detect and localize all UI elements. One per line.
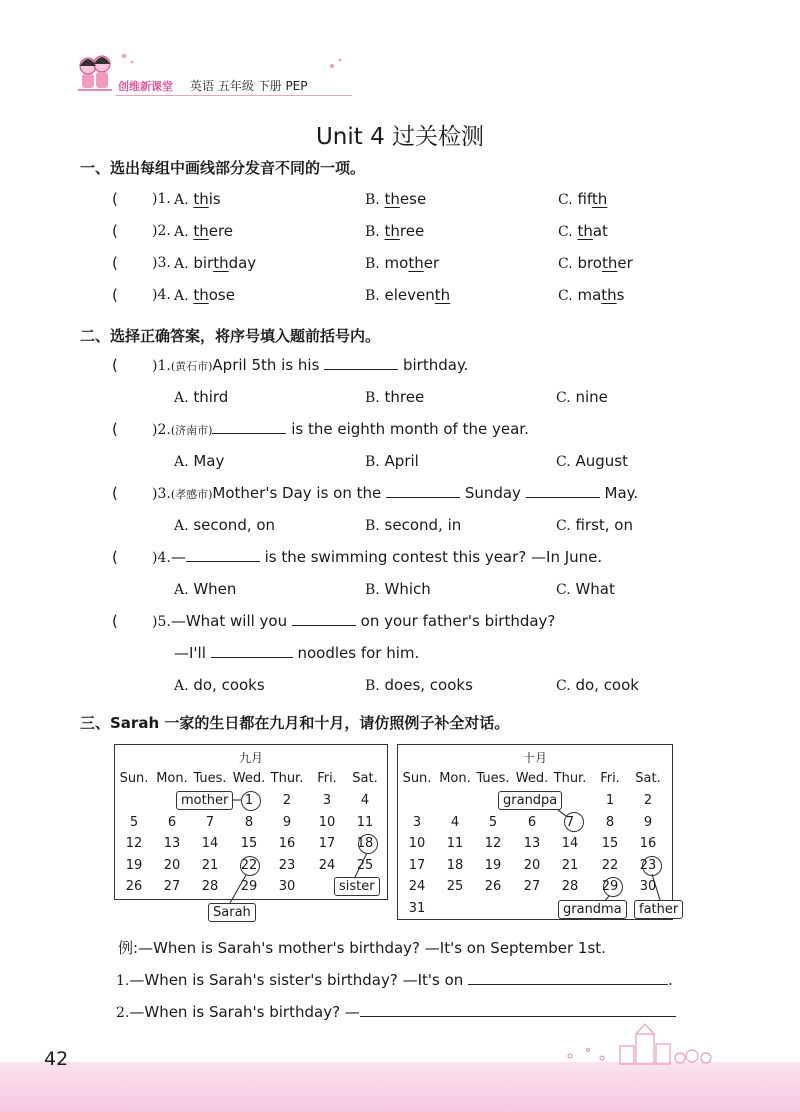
option-b[interactable]: B. eleventh — [365, 286, 451, 304]
option-c[interactable]: C. nine — [556, 388, 608, 406]
underlined-letters: th — [434, 286, 451, 304]
castle-decoration-icon — [540, 1020, 740, 1070]
weekday-header: Sat. — [352, 771, 378, 786]
calendar-day: 2 — [282, 793, 292, 808]
answer-bracket[interactable]: ( — [112, 548, 118, 566]
calendar-day: 29 — [240, 879, 258, 895]
option-b[interactable]: B. three — [365, 388, 425, 406]
calendar-day: 18 — [446, 857, 464, 873]
label-grandma: grandma — [558, 900, 627, 919]
answer-line[interactable] — [360, 1004, 676, 1017]
calendar-day: 12 — [484, 836, 502, 852]
underlined-letters: th — [601, 286, 617, 304]
calendar-day: 20 — [523, 857, 541, 873]
label-grandpa: grandpa — [498, 791, 562, 810]
option-a[interactable]: A. this — [174, 190, 221, 208]
question-2-5: )5.—What will you on your father's birthday? — [152, 612, 556, 630]
option-b[interactable]: B. three — [365, 222, 425, 240]
calendar-day: 23 — [278, 857, 296, 873]
calendar-day: 31 — [408, 901, 426, 916]
calendar-day: 27 — [523, 879, 541, 895]
answer-bracket[interactable]: ( — [112, 190, 118, 208]
calendar-day: 26 — [484, 879, 502, 895]
answer-bracket[interactable]: ( — [112, 222, 118, 240]
calendar-day: 21 — [201, 857, 219, 873]
calendar-day: 5 — [129, 814, 139, 830]
calendar-day: 7 — [205, 814, 215, 830]
question-3-1: 1.—When is Sarah's sister's birthday? —It's on . — [116, 971, 673, 989]
option-b[interactable]: B. does, cooks — [365, 676, 473, 694]
underlined-letters: th — [213, 254, 229, 272]
weekday-header: Fri. — [600, 771, 620, 786]
calendar-day: 2 — [643, 793, 653, 808]
october-calendar — [397, 744, 673, 920]
question-2-1: )1.(黄石市)April 5th is his birthday. — [152, 356, 469, 374]
underlined-letters: th — [193, 222, 209, 240]
example-dialogue: 例:—When is Sarah's mother's birthday? —It's on September 1st. — [118, 939, 606, 957]
calendar-day: 26 — [125, 879, 143, 895]
weekday-header: Sun. — [119, 771, 149, 786]
calendar-day: 9 — [282, 814, 292, 830]
question-number: )4. — [152, 287, 171, 303]
calendar-day: 16 — [639, 836, 657, 852]
book-meta: 英语 五年级 下册 PEP — [190, 79, 308, 93]
weekday-header: Wed. — [232, 771, 266, 786]
birthday-circle — [642, 856, 662, 876]
option-a[interactable]: A. there — [174, 222, 234, 240]
calendar-day: 15 — [601, 836, 619, 852]
calendar-day: 1 — [605, 793, 615, 808]
calendar-day: 7 — [565, 814, 575, 830]
option-b[interactable]: B. Which — [365, 580, 431, 598]
brand-title: 创维新课堂 — [118, 80, 173, 93]
weekday-header: Tues. — [476, 771, 510, 786]
label-mother: mother — [176, 791, 233, 810]
answer-bracket[interactable]: ( — [112, 356, 118, 374]
birthday-circle — [564, 812, 584, 832]
option-a[interactable]: A. third — [174, 388, 229, 406]
answer-bracket[interactable]: ( — [112, 254, 118, 272]
question-2-3: )3.(孝感市)Mother's Day is on the Sunday May. — [152, 484, 639, 502]
underlined-letters: th — [602, 254, 618, 272]
calendar-day: 30 — [639, 879, 657, 895]
calendar-day: 13 — [163, 836, 181, 852]
calendar-day: 6 — [167, 814, 177, 830]
calendar-day: 25 — [446, 879, 464, 895]
question-number: )2. — [152, 223, 171, 239]
calendar-day: 28 — [561, 879, 579, 895]
option-b[interactable]: B. mother — [365, 254, 440, 272]
answer-line[interactable] — [468, 972, 668, 985]
weekday-header: Sun. — [402, 771, 432, 786]
calendar-day: 4 — [360, 793, 370, 808]
weekday-header: Thur. — [553, 771, 587, 786]
option-b[interactable]: B. April — [365, 452, 419, 470]
calendar-day: 11 — [446, 836, 464, 852]
calendar-day: 19 — [125, 857, 143, 873]
weekday-header: Mon. — [439, 771, 471, 786]
option-c[interactable]: C. fifth — [558, 190, 608, 208]
label-sarah: Sarah — [208, 903, 256, 922]
calendar-day: 11 — [356, 814, 374, 830]
calendar-day: 22 — [240, 857, 258, 873]
answer-bracket[interactable]: ( — [112, 286, 118, 304]
underlined-letters: th — [384, 190, 400, 208]
calendar-day: 30 — [278, 879, 296, 895]
option-a[interactable]: A. do, cooks — [174, 676, 265, 694]
option-c[interactable]: C. that — [558, 222, 608, 240]
calendar-day: 9 — [643, 814, 653, 830]
option-a[interactable]: A. May — [174, 452, 225, 470]
underlined-letters: th — [577, 222, 593, 240]
underlined-letters: th — [408, 254, 424, 272]
calendar-day: 17 — [408, 857, 426, 873]
calendar-day: 8 — [605, 814, 615, 830]
calendar-day: 19 — [484, 857, 502, 873]
question-3-2: 2.—When is Sarah's birthday? — — [116, 1003, 676, 1021]
option-c[interactable]: C. first, on — [556, 516, 633, 534]
calendar-day: 8 — [244, 814, 254, 830]
calendar-day: 1 — [244, 793, 254, 808]
underlined-letters: th — [384, 222, 400, 240]
weekday-header: Sat. — [635, 771, 661, 786]
calendar-day: 18 — [356, 836, 374, 852]
calendar-day: 23 — [639, 857, 657, 873]
question-2-5-line2: —I'll noodles for him. — [174, 644, 420, 662]
calendar-day: 22 — [601, 857, 619, 873]
birthday-circle — [603, 877, 623, 897]
calendar-day: 24 — [408, 879, 426, 895]
option-b[interactable]: B. second, in — [365, 516, 462, 534]
calendar-day: 17 — [318, 836, 336, 852]
section2-heading: 二、选择正确答案，将序号填入题前括号内。 — [80, 327, 381, 345]
label-sister: sister — [334, 877, 380, 896]
section3-heading: 三、Sarah 一家的生日都在九月和十月，请仿照例子补全对话。 — [80, 714, 510, 732]
weekday-header: Wed. — [515, 771, 549, 786]
calendar-day: 29 — [601, 879, 619, 895]
question-2-4: )4.— is the swimming contest this year? —In June. — [152, 548, 603, 566]
calendar-day: 14 — [201, 836, 219, 852]
calendar-day: 14 — [561, 836, 579, 852]
calendar-day: 24 — [318, 857, 336, 873]
answer-bracket[interactable]: ( — [112, 484, 118, 502]
question-number: )3. — [152, 255, 171, 271]
answer-bracket[interactable]: ( — [112, 420, 118, 438]
calendar-day: 3 — [322, 793, 332, 808]
question-2-2: )2.(济南市) is the eighth month of the year. — [152, 420, 529, 438]
calendar-day: 13 — [523, 836, 541, 852]
calendar-day: 5 — [488, 814, 498, 830]
calendar-day: 4 — [450, 814, 460, 830]
calendar-month: 十月 — [522, 751, 547, 765]
option-a[interactable]: A. When — [174, 580, 237, 598]
calendar-day: 20 — [163, 857, 181, 873]
calendar-day: 21 — [561, 857, 579, 873]
underlined-letters: th — [193, 190, 209, 208]
option-c[interactable]: C. do, cook — [556, 676, 639, 694]
calendar-month: 九月 — [238, 751, 263, 765]
weekday-header: Mon. — [156, 771, 188, 786]
weekday-header: Thur. — [270, 771, 304, 786]
calendar-day: 25 — [356, 857, 374, 873]
weekday-header: Fri. — [317, 771, 337, 786]
option-c[interactable]: C. What — [556, 580, 615, 598]
option-c[interactable]: C. August — [556, 452, 628, 470]
option-c[interactable]: C. maths — [558, 286, 625, 304]
option-b[interactable]: B. these — [365, 190, 427, 208]
section1-heading: 一、选出每组中画线部分发音不同的一项。 — [80, 159, 366, 177]
page-title: Unit 4 过关检测 — [315, 124, 485, 150]
option-a[interactable]: A. second, on — [174, 516, 276, 534]
page-number: 42 — [44, 1048, 69, 1070]
option-c[interactable]: C. brother — [558, 254, 633, 272]
calendar-day: 16 — [278, 836, 296, 852]
calendar-day: 12 — [125, 836, 143, 852]
answer-bracket[interactable]: ( — [112, 612, 118, 630]
calendar-day: 10 — [408, 836, 426, 852]
option-a[interactable]: A. birthday — [174, 254, 257, 272]
underlined-letters: th — [591, 190, 608, 208]
calendar-day: 27 — [163, 879, 181, 895]
calendar-day: 28 — [201, 879, 219, 895]
question-number: )1. — [152, 191, 171, 207]
weekday-header: Tues. — [193, 771, 227, 786]
underlined-letters: th — [193, 286, 209, 304]
calendar-day: 3 — [412, 814, 422, 830]
calendar-day: 6 — [527, 814, 537, 830]
label-father: father — [634, 900, 683, 919]
calendar-day: 10 — [318, 814, 336, 830]
option-a[interactable]: A. those — [174, 286, 235, 304]
calendar-day: 15 — [240, 836, 258, 852]
